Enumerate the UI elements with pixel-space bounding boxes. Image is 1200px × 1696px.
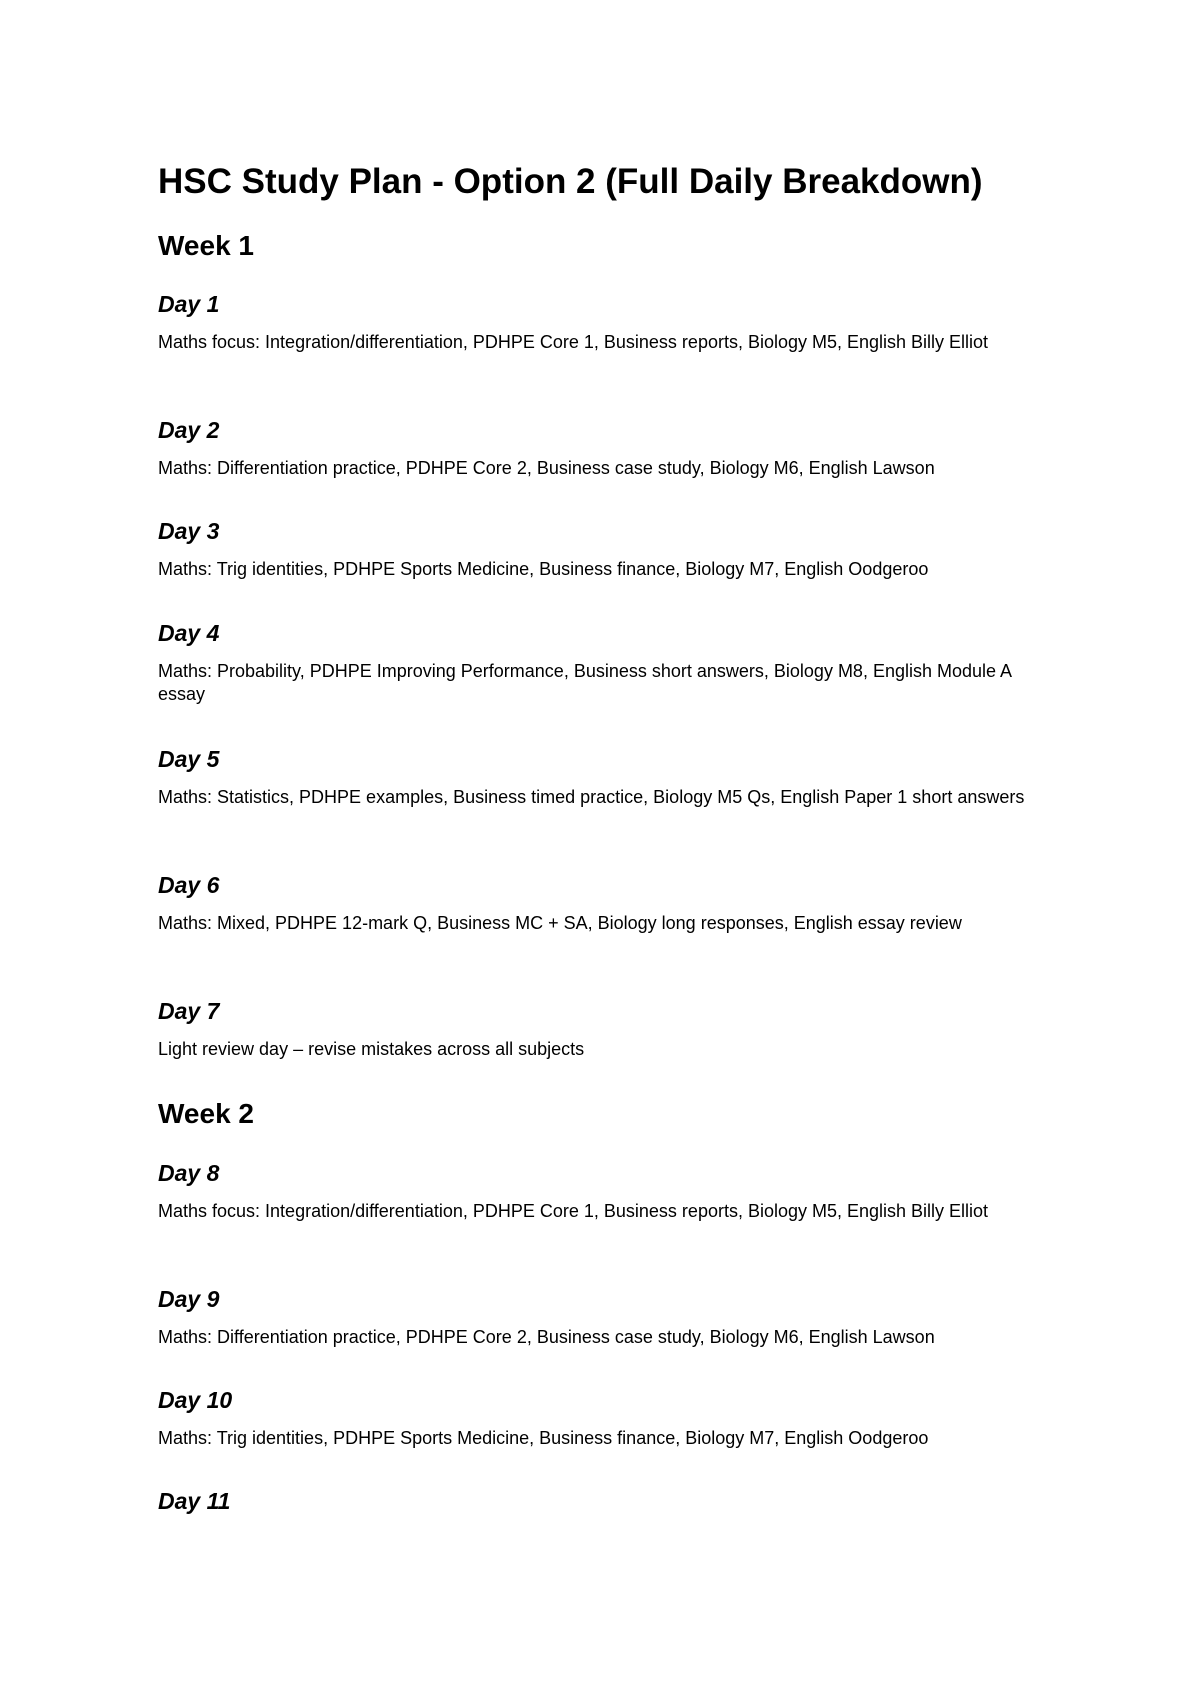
document-title: HSC Study Plan - Option 2 (Full Daily Breakdown) <box>158 162 983 201</box>
day-description: Maths focus: Integration/differentiation, PDHPE Core 1, Business reports, Biology M5, English Billy Elliot <box>158 1201 989 1221</box>
week-heading: Week 1 <box>158 230 254 261</box>
day-heading: Day 6 <box>158 872 220 898</box>
day-heading: Day 5 <box>158 746 220 772</box>
day-description: Maths: Differentiation practice, PDHPE Core 2, Business case study, Biology M6, English Lawson <box>158 1327 935 1347</box>
day-heading: Day 9 <box>158 1286 220 1312</box>
day-description: Maths: Statistics, PDHPE examples, Business timed practice, Biology M5 Qs, English Paper 1 short answers <box>158 787 1025 807</box>
week-heading: Week 2 <box>158 1098 254 1129</box>
day-description: Maths: Trig identities, PDHPE Sports Medicine, Business finance, Biology M7, English Oodgeroo <box>158 559 929 579</box>
day-heading: Day 4 <box>158 620 220 646</box>
day-description: Maths focus: Integration/differentiation, PDHPE Core 1, Business reports, Biology M5, English Billy Elliot <box>158 332 989 352</box>
day-heading: Day 3 <box>158 518 220 544</box>
day-heading: Day 2 <box>158 417 220 443</box>
day-description: Maths: Probability, PDHPE Improving Performance, Business short answers, Biology M8, English Module A essay <box>158 661 1012 704</box>
day-heading: Day 1 <box>158 291 220 317</box>
day-heading: Day 10 <box>158 1387 233 1413</box>
day-description: Maths: Mixed, PDHPE 12-mark Q, Business MC + SA, Biology long responses, English essay review <box>158 913 962 933</box>
day-description: Maths: Trig identities, PDHPE Sports Medicine, Business finance, Biology M7, English Oodgeroo <box>158 1428 929 1448</box>
day-description: Light review day – revise mistakes across all subjects <box>158 1039 585 1059</box>
day-heading: Day 8 <box>158 1160 220 1186</box>
day-description: Maths: Differentiation practice, PDHPE Core 2, Business case study, Biology M6, English Lawson <box>158 458 935 478</box>
day-heading: Day 7 <box>158 998 220 1024</box>
day-heading: Day 11 <box>158 1488 231 1514</box>
